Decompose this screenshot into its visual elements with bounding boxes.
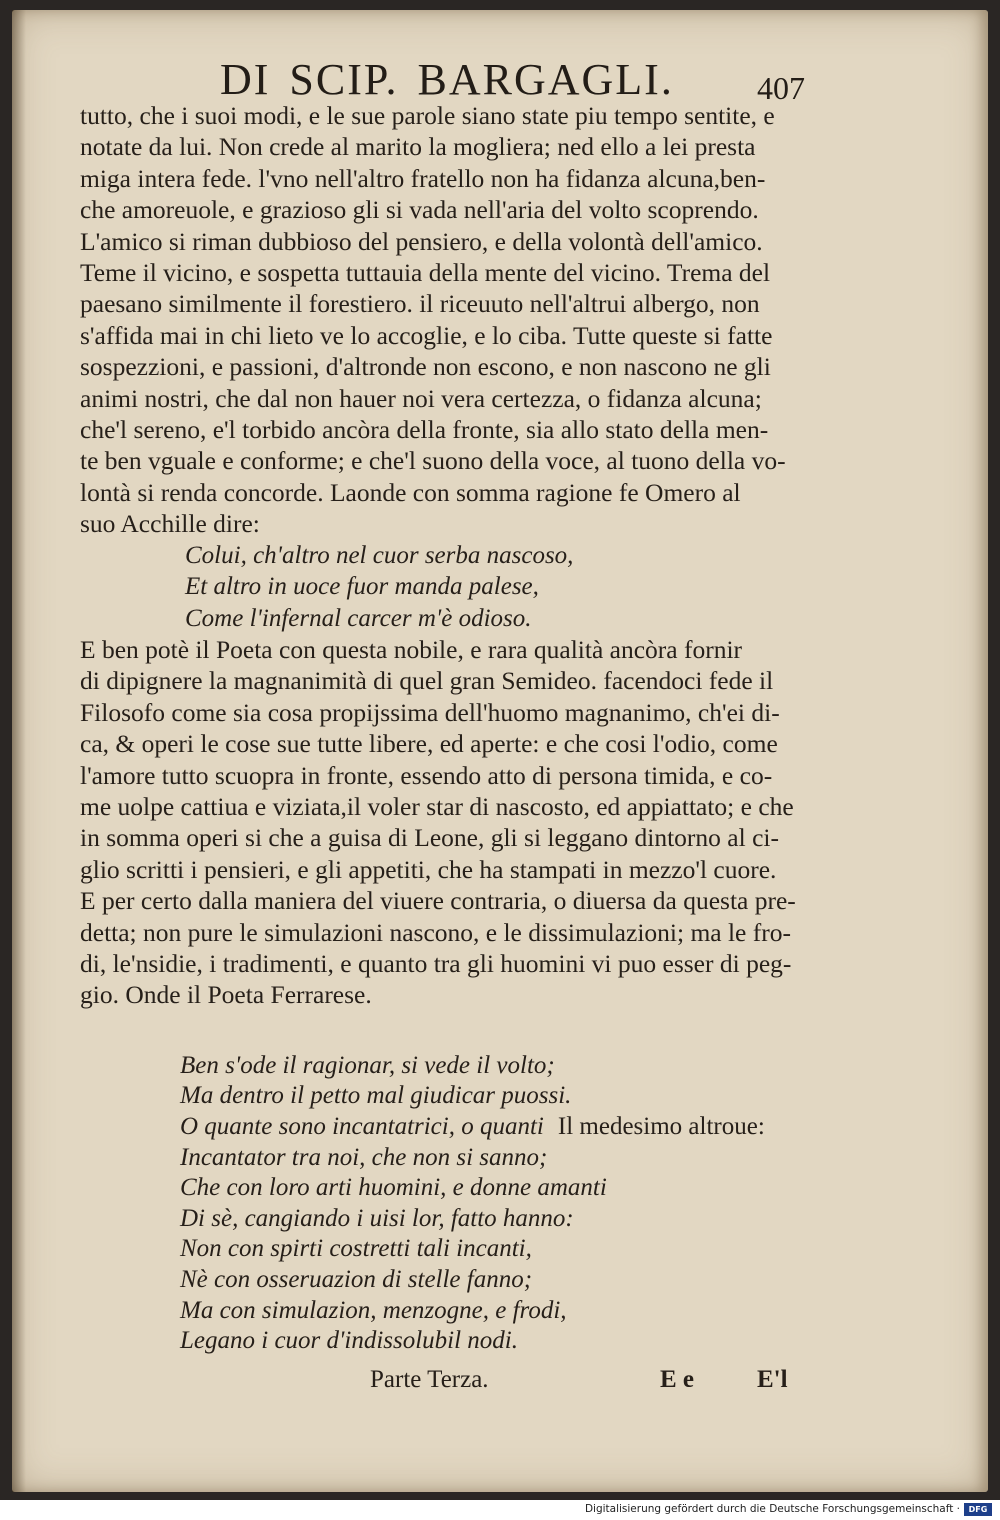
verse-quote-1: [80, 540, 840, 634]
verse-line: Colui, ch'altro nel cuor serba nascoso,: [185, 541, 574, 569]
text-line: E per certo dalla maniera del viuere contraria, o diuersa da questa pre-: [80, 886, 796, 916]
signature-mark: Parte Terza.: [370, 1366, 489, 1393]
text-line: in somma operi si che a guisa di Leone, gli si leggano dintorno al ci-: [80, 823, 779, 853]
verse-line: Et altro in uoce fuor manda palese,: [185, 573, 539, 601]
text-line: che'l sereno, e'l torbido ancòra della fronte, sia allo stato della men-: [80, 415, 769, 445]
credit-text: Digitalisierung gefördert durch die Deutsche Forschungsgemeinschaft ·: [584, 1503, 960, 1515]
text-line: di dipignere la magnanimità di quel gran Semideo. facendoci fede il: [80, 666, 774, 696]
verse-line: Di sè, cangiando i uisi lor, fatto hanno:: [180, 1204, 574, 1232]
page-header: [0, 48, 1000, 108]
verse-side-note: Il medesimo altroue:: [557, 1112, 765, 1140]
verse-line: Legano i cuor d'indissolubil nodi.: [180, 1327, 519, 1355]
text-line: miga intera fede. l'vno nell'altro fratello non ha fidanza alcuna,ben-: [80, 163, 766, 193]
text-line: Teme il vicino, e sospetta tuttauia della mente del vicino. Trema del: [80, 258, 771, 288]
verse-line: Non con spirti costretti tali incanti,: [180, 1235, 532, 1263]
text-line: me uolpe cattiua e viziata,il voler star di nascosto, ed appiattato; e che: [80, 791, 794, 821]
text-line: detta; non pure le simulazioni nascono, e le dissimulazioni; ma le fro-: [80, 917, 791, 947]
running-head: DI SCIP. BARGAGLI.: [220, 55, 674, 104]
paragraph-1: [80, 100, 840, 540]
verse-line: Ma dentro il petto mal giudicar puossi.: [180, 1082, 572, 1110]
page-footer: [0, 1366, 1000, 1406]
digitization-credit-bar: [0, 1500, 1000, 1520]
text-line: animi nostri, che dal non hauer noi vera certezza, o fidanza alcuna;: [80, 383, 762, 413]
text-line: notate da lui. Non crede al marito la mogliera; ned ello a lei presta: [80, 132, 756, 162]
catchword-second: E'l: [757, 1366, 788, 1393]
text-line: E ben potè il Poeta con questa nobile, e rara qualità ancòra fornir: [80, 634, 743, 664]
text-line: paesano similmente il forestiero. il riceuuto nell'altrui albergo, non: [80, 289, 760, 319]
text-line: l'amore tutto scuopra in fronte, essendo atto di persona timida, e co-: [80, 760, 773, 790]
verse-line: Ben s'ode il ragionar, si vede il volto;: [180, 1051, 555, 1079]
text-line: L'amico si riman dubbioso del pensiero, e della volontà dell'amico.: [80, 226, 763, 256]
verse-quote-2: [80, 1051, 840, 1357]
text-line: lontà si renda concorde. Laonde con somma ragione fe Omero al: [80, 477, 741, 507]
page-number: 407: [757, 70, 805, 106]
verse-line: Ma con simulazion, menzogne, e frodi,: [180, 1296, 567, 1324]
verse-line: Incantator tra noi, che non si sanno;: [180, 1143, 548, 1171]
text-line: che amoreuole, e grazioso gli si vada nell'aria del volto scoprendo.: [80, 195, 759, 225]
catchword-first: E e: [660, 1366, 695, 1393]
text-line: Filosofo come sia cosa propijssima dell'huomo magnanimo, ch'ei di-: [80, 697, 780, 727]
paragraph-2: [80, 634, 840, 1011]
verse-line: O quante sono incantatrici, o quanti: [180, 1112, 544, 1140]
verse-line: Che con loro arti huomini, e donne amanti: [180, 1174, 607, 1202]
text-line: ca, & operi le cose sue tutte libere, ed aperte: e che cosi l'odio, come: [80, 729, 778, 759]
text-line: s'affida mai in chi lieto ve lo accoglie, e lo ciba. Tutte queste si fatte: [80, 320, 773, 350]
body-text: [80, 100, 840, 1357]
verse-line: Come l'infernal carcer m'è odioso.: [185, 604, 532, 632]
verse-line-with-note: [180, 1112, 840, 1143]
text-line: di, le'nsidie, i tradimenti, e quanto tra gli huomini vi puo esser di peg-: [80, 948, 792, 978]
text-line: sospezzioni, e passioni, d'altronde non escono, e non nascono ne gli: [80, 352, 771, 382]
dfg-logo-icon: DFG: [964, 1503, 992, 1516]
text-line: te ben vguale e conforme; e che'l suono della voce, al tuono della vo-: [80, 446, 786, 476]
text-line: suo Acchille dire:: [80, 509, 260, 539]
text-line: tutto, che i suoi modi, e le sue parole siano state piu tempo sentite, e: [80, 101, 775, 130]
text-line: glio scritti i pensieri, e gli appetiti, che ha stampati in mezzo'l cuore.: [80, 854, 777, 884]
verse-line: Nè con osseruazion di stelle fanno;: [180, 1265, 533, 1293]
section-gap: [80, 1011, 840, 1051]
text-line: gio. Onde il Poeta Ferrarese.: [80, 980, 372, 1010]
